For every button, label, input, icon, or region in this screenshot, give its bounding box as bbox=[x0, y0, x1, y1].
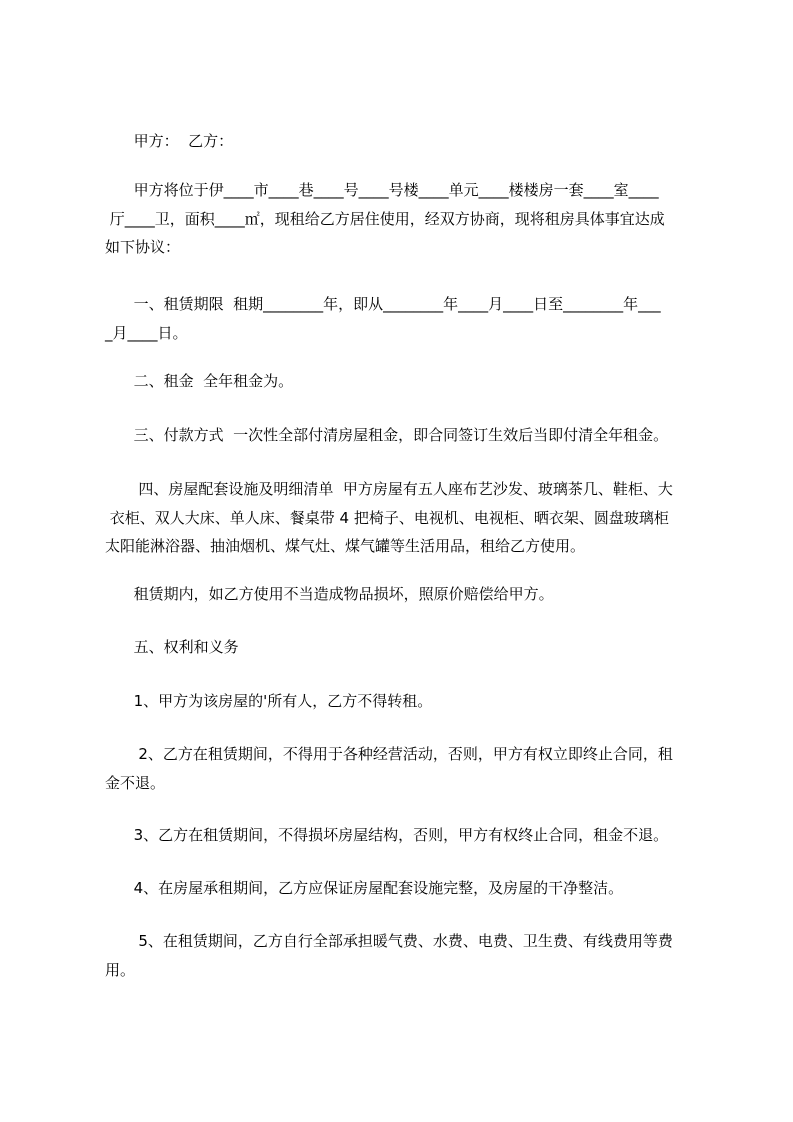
damage-paragraph bbox=[105, 580, 705, 609]
payment-paragraph bbox=[105, 421, 705, 450]
text-line: 太阳能淋浴器、抽油烟机、煤气灶、煤气罐等生活用品，租给乙方使用。 bbox=[105, 537, 586, 555]
rent-paragraph bbox=[105, 367, 705, 396]
text-line: 衣柜、双人大床、单人床、餐桌带 4 把椅子、电视机、电视柜、晒衣架、圆盘玻璃柜 bbox=[105, 508, 669, 527]
text-line: 甲方将位于伊____市____巷____号____号楼____单元____楼楼房一套____室____ bbox=[105, 181, 659, 199]
clause-4 bbox=[105, 874, 705, 903]
rights-heading bbox=[105, 633, 705, 662]
text-line: 如下协议： bbox=[105, 238, 181, 256]
text-line: 一、租赁期限 租期________年，即从________年____月____日至________年___ bbox=[105, 295, 661, 313]
lease-term-paragraph bbox=[105, 290, 705, 347]
text-line: 租赁期内，如乙方使用不当造成物品损坏，照原价赔偿给甲方。 bbox=[105, 585, 554, 603]
text-line: 用。 bbox=[105, 960, 136, 979]
clause-5 bbox=[105, 927, 705, 984]
text-line: 2、乙方在租赁期间，不得用于各种经营活动，否则，甲方有权立即终止合同，租 bbox=[105, 745, 673, 763]
text-line: 二、租金 全年租金为。 bbox=[105, 372, 294, 390]
facilities-paragraph bbox=[105, 475, 705, 561]
text-line: 四、房屋配套设施及明细清单 甲方房屋有五人座布艺沙发、玻璃茶几、鞋柜、大 bbox=[105, 480, 673, 498]
text-line: 5、在租赁期间，乙方自行全部承担暖气费、水费、电费、卫生费、有线费用等费 bbox=[105, 932, 673, 950]
text-line: 3、乙方在租赁期间，不得损坏房屋结构，否则，甲方有权终止合同，租金不退。 bbox=[105, 826, 669, 844]
text-line: 甲方： 乙方： bbox=[105, 132, 234, 150]
text-line: 1、甲方为该房屋的'所有人，乙方不得转租。 bbox=[105, 692, 433, 710]
text-line: 4、在房屋承租期间，乙方应保证房屋配套设施完整，及房屋的干净整洁。 bbox=[105, 879, 624, 897]
text-line: 五、权利和义务 bbox=[105, 638, 239, 656]
text-line: 金不退。 bbox=[105, 773, 166, 792]
text-line: _月____日。 bbox=[105, 323, 188, 342]
text-line: 厅____卫，面积____㎡，现租给乙方居住使用，经双方协商，现将租房具体事宜达成 bbox=[105, 209, 665, 228]
property-paragraph bbox=[105, 176, 705, 262]
text-line: 三、付款方式 一次性全部付清房屋租金，即合同签订生效后当即付清全年租金。 bbox=[105, 426, 669, 444]
clause-1 bbox=[105, 687, 705, 716]
clause-3 bbox=[105, 821, 705, 850]
parties-line bbox=[105, 127, 705, 156]
clause-2 bbox=[105, 740, 705, 797]
